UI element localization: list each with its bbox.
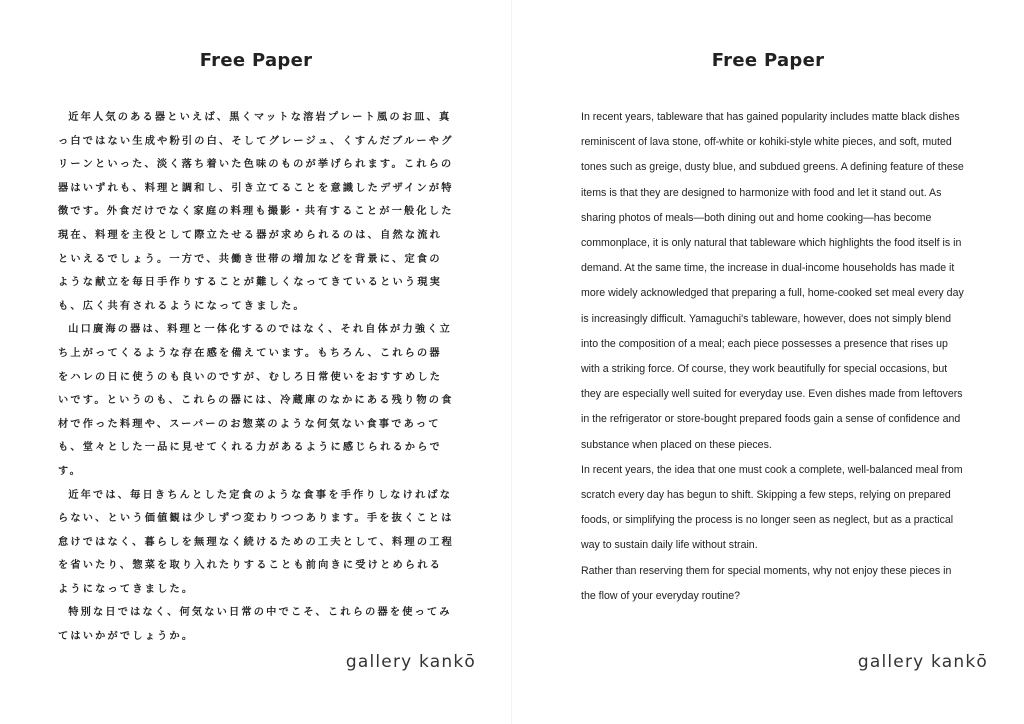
paragraph: 山口廣海の器は、料理と一体化するのではなく、それ自体が力強く立ち上がってくるような存在感を備えています。もちろん、これらの器をハレの日に使うのも良いのですが、むしろ日常使いをおすすめしたいです。というのも、これらの器には、冷蔵庫のなかにある残り物の食材で作った料理や、スーパーのお惣菜のような何気ない食事であっても、堂々とした一品に見せてくれる力があるように感じられるからです。 (58, 324, 454, 477)
paragraph: In recent years, the idea that one must cook a complete, well-balanced meal from scratch every day has begun to shift. Skipping a few steps, relying on prepared foods, or simplifying the process is no longer seen as neglect, but as a practical way to sustain daily life without strain. (581, 463, 963, 552)
gallery-logo: gallery kankō (345, 652, 476, 672)
paragraph: 特別な日ではなく、何気ない日常の中でこそ、これらの器を使ってみてはいかがでしょうか。 (58, 607, 452, 643)
paragraph: Rather than reserving them for special moments, why not enjoy these pieces in the flow of your everyday routine? (581, 564, 952, 602)
paragraph: In recent years, tableware that has gained popularity includes matte black dishes reminiscent of lava stone, off-white or kohiki-style white pieces, and soft, muted tones such as greige, dusty blue, and subdued greens. A defining feature of these items is that they are designed to harmonize with food and let it stand out. As sharing photos of meals—both dining out and home cooking—has become commonplace, it is only natural that tableware which highlights the food itself is in demand. At the same time, the increase in dual-income households has made it more widely acknowledged that preparing a full, home-cooked set meal every day is increasingly difficult. Yamaguchi's tableware, however, does not simply blend into the composition of a meal; each piece possesses a presence that rises up with a striking force. Of course, they work beautifully for special occasions, but they are especially well suited for everyday use. Even dishes made from leftovers in the refrigerator or store-bought prepared foods gain a sense of confidence and substance when placed on these pieces. (581, 111, 964, 451)
gallery-logo: gallery kankō (857, 652, 988, 672)
english-body-text (581, 105, 966, 609)
paragraph: 近年人気のある器といえば、黒くマットな溶岩プレート風のお皿、真っ白ではない生成や粉引の白、そしてグレージュ、くすんだブルーやグリーンといった、淡く落ち着いた色味のものが挙げられます。これらの器はいずれも、料理と調和し、引き立てることを意識したデザインが特徴です。外食だけでなく家庭の料理も撮影・共有することが一般化した現在、料理を主役として際立たせる器が求められるのは、自然な流れといえるでしょう。一方で、共働き世帯の増加などを背景に、定食のような献立を毎日手作りすることが難しくなってきているという現実も、広く共有されるようになってきました。 (58, 112, 454, 312)
japanese-body-text (58, 106, 454, 649)
page-title: Free Paper (199, 50, 313, 71)
right-page-english (512, 0, 1024, 724)
page-title: Free Paper (711, 50, 825, 71)
paragraph: 近年では、毎日きちんとした定食のような食事を手作りしなければならない、という価値観は少しずつ変わりつつあります。手を抜くことは怠けではなく、暮らしを無理なく続けるための工夫として、料理の工程を省いたり、惣菜を取り入れたりすることも前向きに受けとめられるようになってきました。 (58, 489, 454, 595)
